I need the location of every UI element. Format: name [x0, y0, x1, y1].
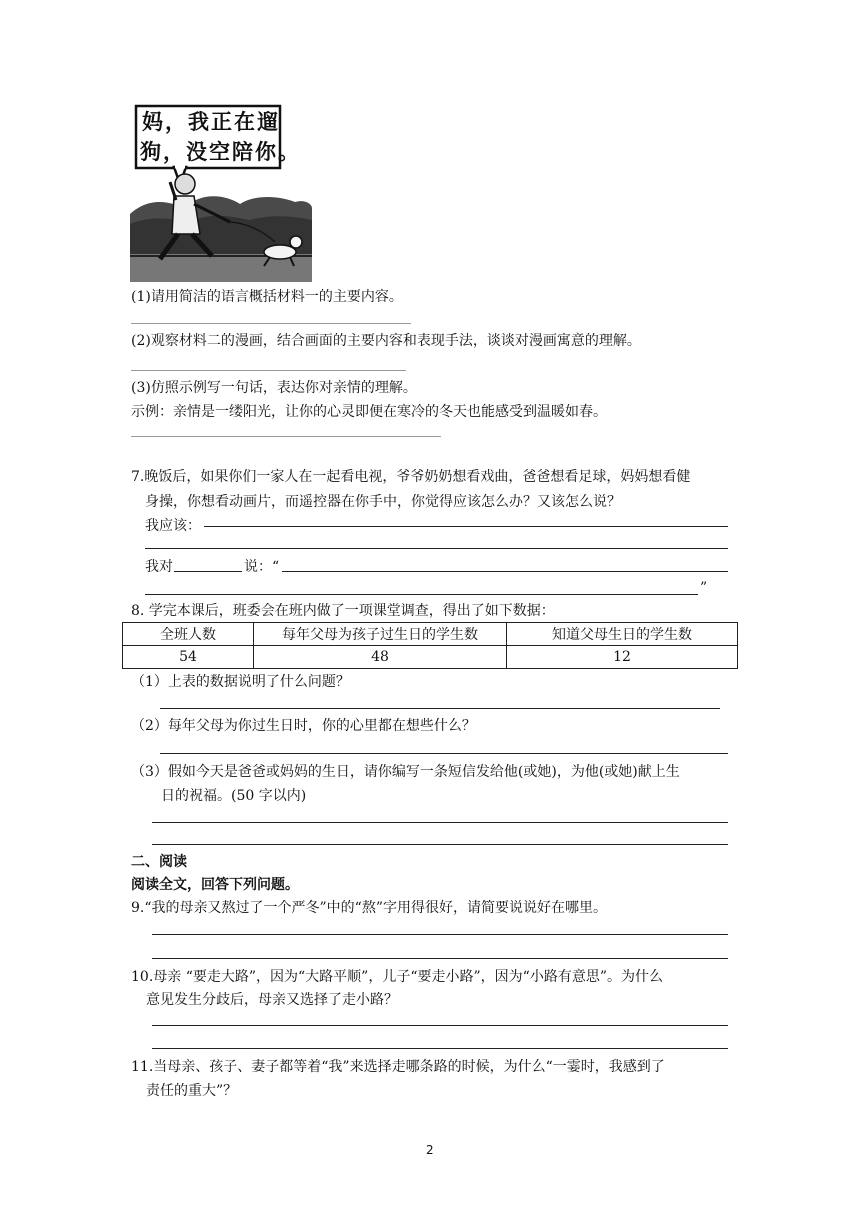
q8-title: 8. 学完本课后，班委会在班内做了一项课堂调查，得出了如下数据：	[131, 603, 555, 619]
q10-line-1: 10.母亲 “要走大路”，因为“大路平顺”，儿子“要走小路”，因为“小路有意思”。为什么	[131, 969, 663, 985]
table-cell: 54	[123, 646, 254, 669]
q9-answer-line-2[interactable]	[152, 958, 728, 959]
q8-sub-2: （2）每年父母为你过生日时，你的心里都在想些什么？	[131, 718, 476, 734]
q7-say-line-1[interactable]	[282, 571, 728, 572]
q8-sub-3-line-2: 日的祝福。(50 字以内)	[161, 788, 307, 804]
table-cell: 12	[507, 646, 738, 669]
table-header-cell: 每年父母为孩子过生日的学生数	[254, 623, 507, 646]
answer-line-3[interactable]	[131, 436, 441, 437]
table-header-cell: 知道父母生日的学生数	[507, 623, 738, 646]
q10-answer-line-2[interactable]	[152, 1048, 728, 1049]
q7-close-quote: ”	[700, 580, 708, 596]
q7-say-prefix: 我对	[145, 559, 173, 575]
q7-say-mid: 说：“	[244, 559, 280, 575]
q7-line-1: 7.晚饭后，如果你们一家人在一起看电视，爷爷奶奶想看戏曲，爸爸想看足球，妈妈想看健	[131, 469, 691, 485]
q10-answer-line-1[interactable]	[152, 1025, 728, 1026]
table-header-cell: 全班人数	[123, 623, 254, 646]
q8-answer-line-3[interactable]	[152, 822, 728, 823]
q8-answer-line-1[interactable]	[160, 708, 720, 709]
q7-say-line-2[interactable]	[145, 594, 698, 595]
table-header-row	[123, 623, 738, 646]
answer-line-2[interactable]	[131, 370, 406, 371]
q11-line-1: 11.当母亲、孩子、妻子都等着“我”来选择走哪条路的时候，为什么“一霎时，我感到了	[131, 1059, 665, 1075]
material-question-3: (3)仿照示例写一句话，表达你对亲情的理解。	[131, 380, 417, 396]
q7-should-label: 我应该：	[145, 518, 201, 534]
example-sentence: 示例：亲情是一缕阳光，让你的心灵即便在寒冷的冬天也能感受到温暖如春。	[131, 404, 607, 420]
bubble-line-2: 狗，没空陪你。	[140, 139, 301, 164]
table-cell: 48	[254, 646, 507, 669]
q8-sub-1: （1）上表的数据说明了什么问题？	[131, 674, 350, 690]
q7-line-2: 身操，你想看动画片，而遥控器在你手中，你觉得应该怎么办？又该怎么说？	[145, 494, 621, 510]
q8-answer-line-4[interactable]	[152, 844, 728, 845]
bubble-line-1: 妈，我正在遛	[142, 109, 280, 134]
comic-illustration	[130, 104, 312, 282]
table-row	[123, 646, 738, 669]
q8-sub-3-line-1: （3）假如今天是爸爸或妈妈的生日，请你编写一条短信发给他(或她)，为他(或她)献上生	[131, 764, 680, 780]
q9-text: 9.“我的母亲又熬过了一个严冬”中的“熬”字用得很好，请简要说说好在哪里。	[131, 900, 607, 916]
q7-answer-line-1[interactable]	[204, 526, 728, 527]
material-question-2: (2)观察材料二的漫画，结合画面的主要内容和表现手法，谈谈对漫画寓意的理解。	[131, 333, 641, 349]
answer-line-1[interactable]	[131, 323, 411, 324]
section-heading: 二、阅读	[131, 854, 187, 870]
page-number: 2	[426, 1143, 434, 1157]
q11-line-2: 责任的重大”？	[146, 1083, 238, 1099]
q7-person-blank[interactable]	[174, 571, 242, 572]
material-question-1: (1)请用简洁的语言概括材料一的主要内容。	[131, 289, 403, 305]
section-instruction: 阅读全文，回答下列问题。	[131, 877, 299, 893]
q8-answer-line-2[interactable]	[160, 753, 728, 754]
q9-answer-line-1[interactable]	[152, 934, 728, 935]
survey-table	[122, 622, 738, 669]
q10-line-2: 意见发生分歧后，母亲又选择了走小路？	[146, 992, 398, 1008]
q7-answer-line-2[interactable]	[145, 548, 728, 549]
